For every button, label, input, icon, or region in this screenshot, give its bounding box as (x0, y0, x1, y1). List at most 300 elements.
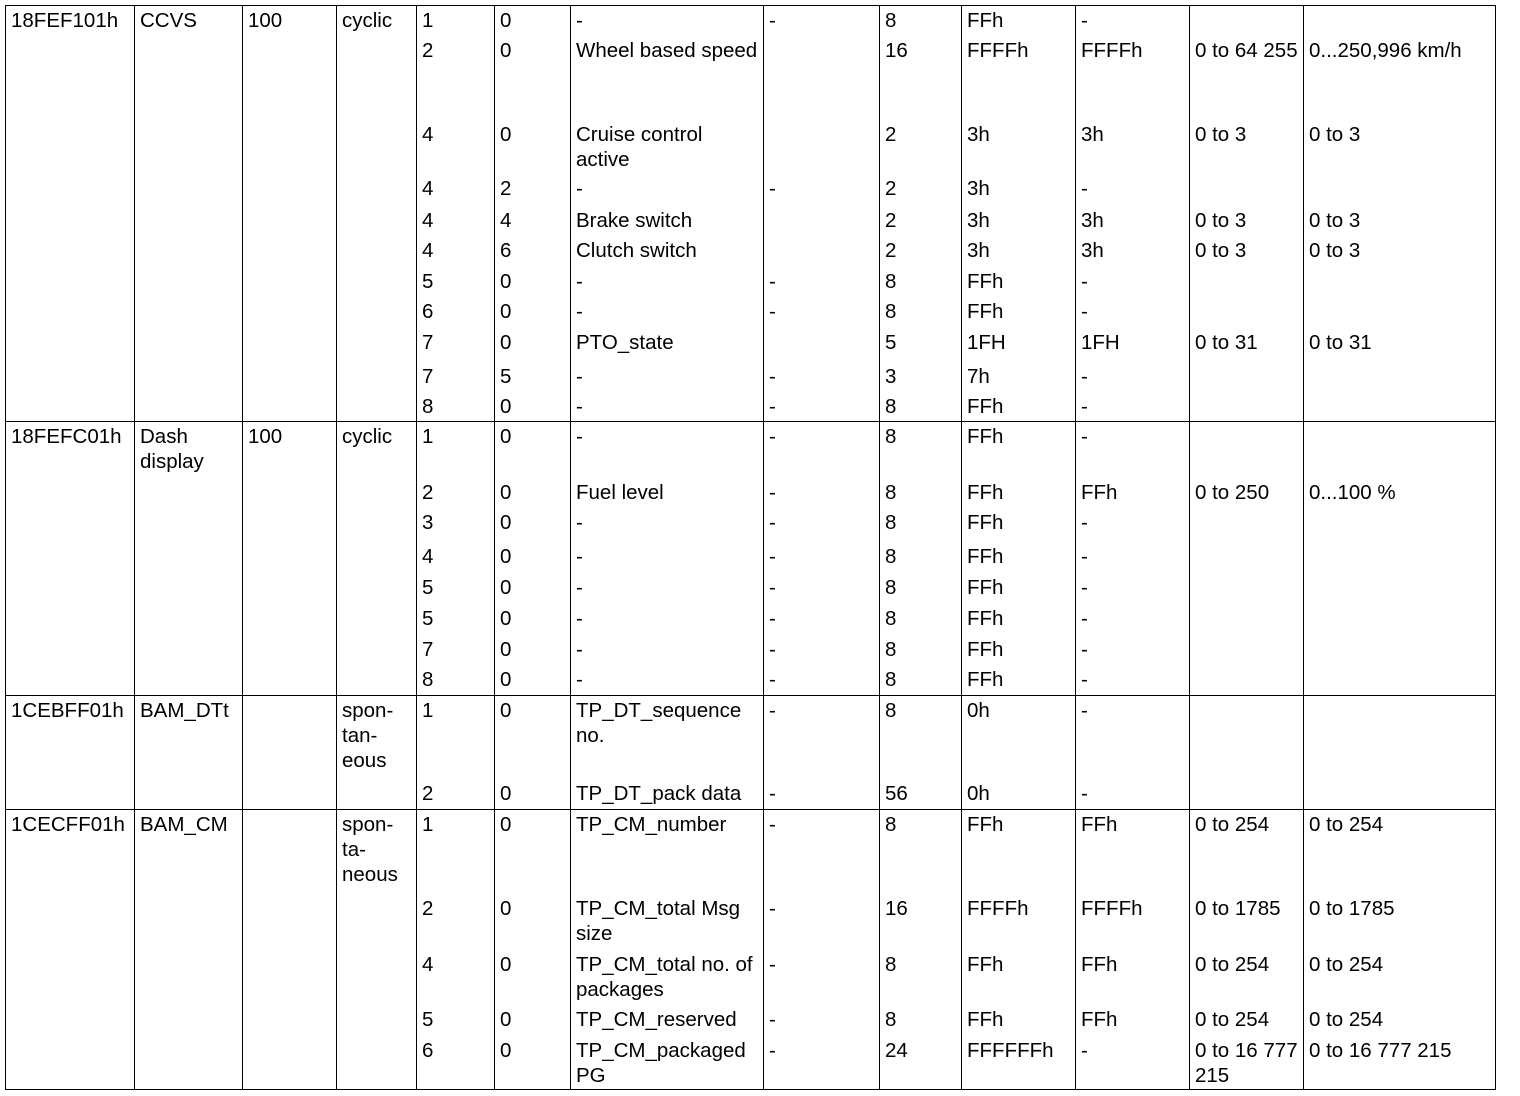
transmission-type-line: spon- (342, 698, 394, 722)
init-value-cell: FFh (962, 392, 1076, 422)
physical-range-cell (1304, 422, 1496, 478)
message-id-cell (6, 604, 135, 635)
message-id-cell (6, 120, 135, 174)
raw-range-cell (1190, 695, 1304, 779)
transmission-type-cell (337, 392, 417, 422)
length-cell: 3 (880, 362, 962, 392)
raw-range-cell (1190, 6, 1304, 36)
init-value-cell: FFh (962, 422, 1076, 478)
message-name-cell (135, 392, 243, 422)
signal-name-cell: Brake switch (571, 206, 764, 236)
transmission-type-cell (337, 809, 417, 894)
signal-name-cell: TP_DT_pack data (571, 779, 764, 809)
init-value-cell: FFh (962, 542, 1076, 573)
message-name-cell (135, 542, 243, 573)
byte-cell: 5 (417, 1005, 495, 1036)
signal-name-cell: - (571, 542, 764, 573)
error-value-cell: - (1076, 362, 1190, 392)
bit-cell: 0 (495, 36, 571, 121)
unit-cell (764, 36, 880, 121)
cycle-time-cell (243, 267, 337, 297)
physical-range-cell: 0 to 3 (1304, 206, 1496, 236)
table-row (6, 779, 1496, 809)
byte-cell: 4 (417, 950, 495, 1005)
unit-cell: - (764, 604, 880, 635)
message-id-cell (6, 392, 135, 422)
table-row (6, 206, 1496, 236)
bit-cell: 0 (495, 422, 571, 478)
message-id-cell (6, 36, 135, 121)
unit-cell: - (764, 894, 880, 950)
transmission-type-cell (337, 1036, 417, 1089)
message-name-cell (135, 508, 243, 541)
bit-cell: 0 (495, 542, 571, 573)
message-id-cell (6, 508, 135, 541)
cycle-time-cell: 100 (243, 422, 337, 478)
byte-cell: 1 (417, 695, 495, 779)
signal-name-cell: - (571, 267, 764, 297)
transmission-type-cell (337, 779, 417, 809)
physical-range-cell (1304, 267, 1496, 297)
signal-name-cell: - (571, 297, 764, 328)
byte-cell: 2 (417, 779, 495, 809)
transmission-type-cell (337, 635, 417, 665)
length-cell: 8 (880, 422, 962, 478)
init-value-cell: 0h (962, 695, 1076, 779)
cycle-time-cell (243, 894, 337, 950)
can-signal-table (5, 5, 1496, 1090)
transmission-type-line: spon- (342, 812, 394, 836)
table-row (6, 950, 1496, 1005)
signal-name-cell: - (571, 573, 764, 604)
unit-cell: - (764, 1005, 880, 1036)
raw-range-cell: 0 to 1785 (1190, 894, 1304, 950)
raw-range-cell (1190, 297, 1304, 328)
error-value-cell: - (1076, 542, 1190, 573)
cycle-time-cell (243, 542, 337, 573)
error-value-cell: - (1076, 392, 1190, 422)
table-row (6, 174, 1496, 205)
signal-name-cell: - (571, 665, 764, 695)
message-name-cell (135, 36, 243, 121)
byte-cell: 4 (417, 206, 495, 236)
unit-cell: - (764, 665, 880, 695)
table-row (6, 542, 1496, 573)
bit-cell: 0 (495, 297, 571, 328)
signal-name-cell: TP_CM_reserved (571, 1005, 764, 1036)
length-cell: 8 (880, 604, 962, 635)
message-name-cell (135, 206, 243, 236)
error-value-cell: 3h (1076, 120, 1190, 174)
signal-name-cell: - (571, 508, 764, 541)
length-cell: 8 (880, 635, 962, 665)
raw-range-cell (1190, 392, 1304, 422)
raw-range-cell: 0 to 64 255 (1190, 36, 1304, 121)
cycle-time-cell (243, 635, 337, 665)
message-name-cell (135, 478, 243, 508)
message-name-cell (135, 665, 243, 695)
cycle-time-cell (243, 508, 337, 541)
unit-cell (764, 206, 880, 236)
length-cell: 2 (880, 120, 962, 174)
bit-cell: 0 (495, 328, 571, 361)
table-body (6, 6, 1496, 1090)
byte-cell: 7 (417, 635, 495, 665)
message-id-cell (6, 665, 135, 695)
cycle-time-cell (243, 604, 337, 635)
length-cell: 8 (880, 950, 962, 1005)
transmission-type-cell (337, 542, 417, 573)
message-id-cell (6, 297, 135, 328)
bit-cell: 5 (495, 362, 571, 392)
table-row (6, 362, 1496, 392)
message-id-cell (6, 779, 135, 809)
unit-cell: - (764, 478, 880, 508)
message-name-cell (135, 894, 243, 950)
transmission-type-cell (337, 236, 417, 267)
table-row (6, 695, 1496, 779)
transmission-type-cell (337, 508, 417, 541)
physical-range-cell: 0 to 31 (1304, 328, 1496, 361)
message-name-cell (135, 267, 243, 297)
unit-cell: - (764, 297, 880, 328)
init-value-cell: 3h (962, 174, 1076, 205)
error-value-cell: - (1076, 267, 1190, 297)
byte-cell: 1 (417, 6, 495, 36)
transmission-type-line: cyclic (342, 425, 393, 449)
message-id-cell (6, 1005, 135, 1036)
error-value-cell: FFh (1076, 950, 1190, 1005)
raw-range-cell: 0 to 254 (1190, 809, 1304, 894)
init-value-cell: FFFFFFh (962, 1036, 1076, 1089)
signal-name-cell: TP_DT_sequence no. (571, 695, 764, 779)
message-id-cell (6, 206, 135, 236)
bit-cell: 0 (495, 950, 571, 1005)
bit-cell: 0 (495, 478, 571, 508)
bit-cell: 0 (495, 894, 571, 950)
length-cell: 56 (880, 779, 962, 809)
init-value-cell: FFh (962, 267, 1076, 297)
init-value-cell: FFh (962, 950, 1076, 1005)
byte-cell: 8 (417, 392, 495, 422)
bit-cell: 0 (495, 508, 571, 541)
physical-range-cell (1304, 635, 1496, 665)
transmission-type-cell (337, 206, 417, 236)
message-name-cell (135, 604, 243, 635)
cycle-time-cell (243, 695, 337, 779)
unit-cell: - (764, 422, 880, 478)
error-value-cell: - (1076, 297, 1190, 328)
table-row (6, 36, 1496, 121)
transmission-type-cell (337, 328, 417, 361)
physical-range-cell (1304, 665, 1496, 695)
cycle-time-cell (243, 573, 337, 604)
raw-range-cell: 0 to 31 (1190, 328, 1304, 361)
length-cell: 8 (880, 573, 962, 604)
bit-cell: 0 (495, 665, 571, 695)
signal-name-cell: - (571, 604, 764, 635)
message-name-cell (135, 1005, 243, 1036)
bit-cell: 0 (495, 604, 571, 635)
signal-name-cell: Cruise control active (571, 120, 764, 174)
init-value-cell: FFh (962, 1005, 1076, 1036)
transmission-type-cell (337, 297, 417, 328)
message-name-cell (135, 950, 243, 1005)
unit-cell: - (764, 267, 880, 297)
init-value-cell: FFh (962, 604, 1076, 635)
message-id-cell (6, 1036, 135, 1089)
message-name-cell (135, 174, 243, 205)
init-value-cell: FFh (962, 665, 1076, 695)
cycle-time-cell (243, 206, 337, 236)
init-value-cell: FFFFh (962, 894, 1076, 950)
transmission-type-cell (337, 36, 417, 121)
error-value-cell: - (1076, 422, 1190, 478)
message-id-cell: 18FEFC01h (6, 422, 135, 478)
table-row (6, 328, 1496, 361)
message-id-cell: 1CEBFF01h (6, 695, 135, 779)
length-cell: 5 (880, 328, 962, 361)
byte-cell: 4 (417, 174, 495, 205)
unit-cell: - (764, 779, 880, 809)
message-id-cell (6, 328, 135, 361)
physical-range-cell (1304, 542, 1496, 573)
length-cell: 8 (880, 267, 962, 297)
transmission-type-cell (337, 604, 417, 635)
physical-range-cell (1304, 297, 1496, 328)
transmission-type-cell (337, 267, 417, 297)
table-row (6, 508, 1496, 541)
physical-range-cell: 0 to 3 (1304, 120, 1496, 174)
byte-cell: 5 (417, 267, 495, 297)
byte-cell: 6 (417, 297, 495, 328)
raw-range-cell (1190, 635, 1304, 665)
error-value-cell: - (1076, 508, 1190, 541)
signal-name-cell: Clutch switch (571, 236, 764, 267)
error-value-cell: FFh (1076, 809, 1190, 894)
error-value-cell: - (1076, 779, 1190, 809)
byte-cell: 5 (417, 573, 495, 604)
physical-range-cell (1304, 362, 1496, 392)
message-id-cell: 18FEF101h (6, 6, 135, 36)
message-id-cell (6, 894, 135, 950)
signal-name-cell: - (571, 6, 764, 36)
init-value-cell: FFh (962, 508, 1076, 541)
byte-cell: 6 (417, 1036, 495, 1089)
message-id-cell (6, 174, 135, 205)
transmission-type-cell (337, 362, 417, 392)
raw-range-cell (1190, 508, 1304, 541)
length-cell: 8 (880, 508, 962, 541)
init-value-cell: 3h (962, 120, 1076, 174)
raw-range-cell: 0 to 254 (1190, 950, 1304, 1005)
table-row (6, 604, 1496, 635)
message-name-cell (135, 297, 243, 328)
byte-cell: 4 (417, 236, 495, 267)
error-value-cell: - (1076, 6, 1190, 36)
error-value-cell: - (1076, 695, 1190, 779)
message-name-cell (135, 635, 243, 665)
cycle-time-cell (243, 362, 337, 392)
error-value-cell: 1FH (1076, 328, 1190, 361)
message-name-cell (135, 573, 243, 604)
init-value-cell: FFh (962, 635, 1076, 665)
error-value-cell: FFFFh (1076, 36, 1190, 121)
init-value-cell: FFh (962, 809, 1076, 894)
init-value-cell: FFFFh (962, 36, 1076, 121)
length-cell: 8 (880, 6, 962, 36)
signal-name-cell: - (571, 392, 764, 422)
physical-range-cell: 0 to 254 (1304, 1005, 1496, 1036)
unit-cell (764, 120, 880, 174)
table-row (6, 120, 1496, 174)
message-name-cell (135, 362, 243, 392)
table-row (6, 478, 1496, 508)
bit-cell: 0 (495, 120, 571, 174)
signal-name-cell: - (571, 174, 764, 205)
physical-range-cell: 0...100 % (1304, 478, 1496, 508)
signal-name-cell: - (571, 635, 764, 665)
transmission-type-line: cyclic (342, 9, 393, 32)
cycle-time-cell (243, 120, 337, 174)
raw-range-cell (1190, 604, 1304, 635)
transmission-type-cell (337, 573, 417, 604)
length-cell: 8 (880, 665, 962, 695)
raw-range-cell (1190, 573, 1304, 604)
transmission-type-cell (337, 894, 417, 950)
table-row (6, 809, 1496, 894)
table-row (6, 573, 1496, 604)
raw-range-cell: 0 to 3 (1190, 120, 1304, 174)
bit-cell: 0 (495, 635, 571, 665)
raw-range-cell (1190, 422, 1304, 478)
transmission-type-cell (337, 695, 417, 779)
unit-cell: - (764, 362, 880, 392)
raw-range-cell (1190, 267, 1304, 297)
bit-cell: 0 (495, 1036, 571, 1089)
transmission-type-cell (337, 6, 417, 36)
error-value-cell: - (1076, 665, 1190, 695)
byte-cell: 8 (417, 665, 495, 695)
table-row (6, 1005, 1496, 1036)
raw-range-cell: 0 to 250 (1190, 478, 1304, 508)
physical-range-cell: 0 to 16 777 215 (1304, 1036, 1496, 1089)
error-value-cell: FFFFh (1076, 894, 1190, 950)
raw-range-cell: 0 to 3 (1190, 206, 1304, 236)
message-id-cell (6, 236, 135, 267)
raw-range-cell (1190, 362, 1304, 392)
message-name-cell (135, 779, 243, 809)
raw-range-cell: 0 to 254 (1190, 1005, 1304, 1036)
init-value-cell: FFh (962, 297, 1076, 328)
bit-cell: 0 (495, 267, 571, 297)
length-cell: 2 (880, 236, 962, 267)
unit-cell: - (764, 6, 880, 36)
length-cell: 8 (880, 297, 962, 328)
byte-cell: 5 (417, 604, 495, 635)
length-cell: 8 (880, 392, 962, 422)
raw-range-cell (1190, 665, 1304, 695)
length-cell: 2 (880, 206, 962, 236)
message-name-cell (135, 120, 243, 174)
physical-range-cell: 0 to 1785 (1304, 894, 1496, 950)
transmission-type-cell (337, 665, 417, 695)
physical-range-cell (1304, 604, 1496, 635)
error-value-cell: - (1076, 635, 1190, 665)
message-id-cell (6, 362, 135, 392)
message-name-cell: CCVS (135, 6, 243, 36)
byte-cell: 2 (417, 36, 495, 121)
table-row (6, 665, 1496, 695)
error-value-cell: 3h (1076, 236, 1190, 267)
bit-cell: 2 (495, 174, 571, 205)
cycle-time-cell (243, 809, 337, 894)
message-id-cell: 1CECFF01h (6, 809, 135, 894)
message-id-cell (6, 573, 135, 604)
init-value-cell: FFh (962, 478, 1076, 508)
signal-name-cell: PTO_state (571, 328, 764, 361)
length-cell: 2 (880, 174, 962, 205)
message-id-cell (6, 542, 135, 573)
table-row (6, 392, 1496, 422)
signal-name-cell: TP_CM_total no. of packages (571, 950, 764, 1005)
length-cell: 16 (880, 36, 962, 121)
length-cell: 8 (880, 478, 962, 508)
error-value-cell: 3h (1076, 206, 1190, 236)
cycle-time-cell (243, 328, 337, 361)
transmission-type-line: tan- (342, 723, 378, 747)
transmission-type-cell (337, 120, 417, 174)
cycle-time-cell (243, 297, 337, 328)
physical-range-cell (1304, 779, 1496, 809)
transmission-type-cell (337, 478, 417, 508)
unit-cell: - (764, 392, 880, 422)
raw-range-cell (1190, 779, 1304, 809)
init-value-cell: 3h (962, 206, 1076, 236)
init-value-cell: 7h (962, 362, 1076, 392)
byte-cell: 7 (417, 362, 495, 392)
cycle-time-cell (243, 392, 337, 422)
message-name-cell (135, 1036, 243, 1089)
bit-cell: 6 (495, 236, 571, 267)
cycle-time-cell (243, 950, 337, 1005)
physical-range-cell: 0 to 3 (1304, 236, 1496, 267)
table-row (6, 894, 1496, 950)
unit-cell: - (764, 635, 880, 665)
cycle-time-cell (243, 36, 337, 121)
length-cell: 8 (880, 695, 962, 779)
signal-name-cell: TP_CM_total Msg size (571, 894, 764, 950)
physical-range-cell: 0 to 254 (1304, 809, 1496, 894)
unit-cell: - (764, 1036, 880, 1089)
message-name-cell: Dash display (135, 422, 243, 478)
message-id-cell (6, 267, 135, 297)
message-name-cell (135, 328, 243, 361)
error-value-cell: - (1076, 1036, 1190, 1089)
unit-cell: - (764, 950, 880, 1005)
bit-cell: 0 (495, 1005, 571, 1036)
message-id-cell (6, 950, 135, 1005)
length-cell: 8 (880, 809, 962, 894)
length-cell: 16 (880, 894, 962, 950)
byte-cell: 1 (417, 422, 495, 478)
unit-cell: - (764, 542, 880, 573)
cycle-time-cell (243, 779, 337, 809)
raw-range-cell (1190, 542, 1304, 573)
byte-cell: 1 (417, 809, 495, 894)
physical-range-cell (1304, 573, 1496, 604)
length-cell: 24 (880, 1036, 962, 1089)
